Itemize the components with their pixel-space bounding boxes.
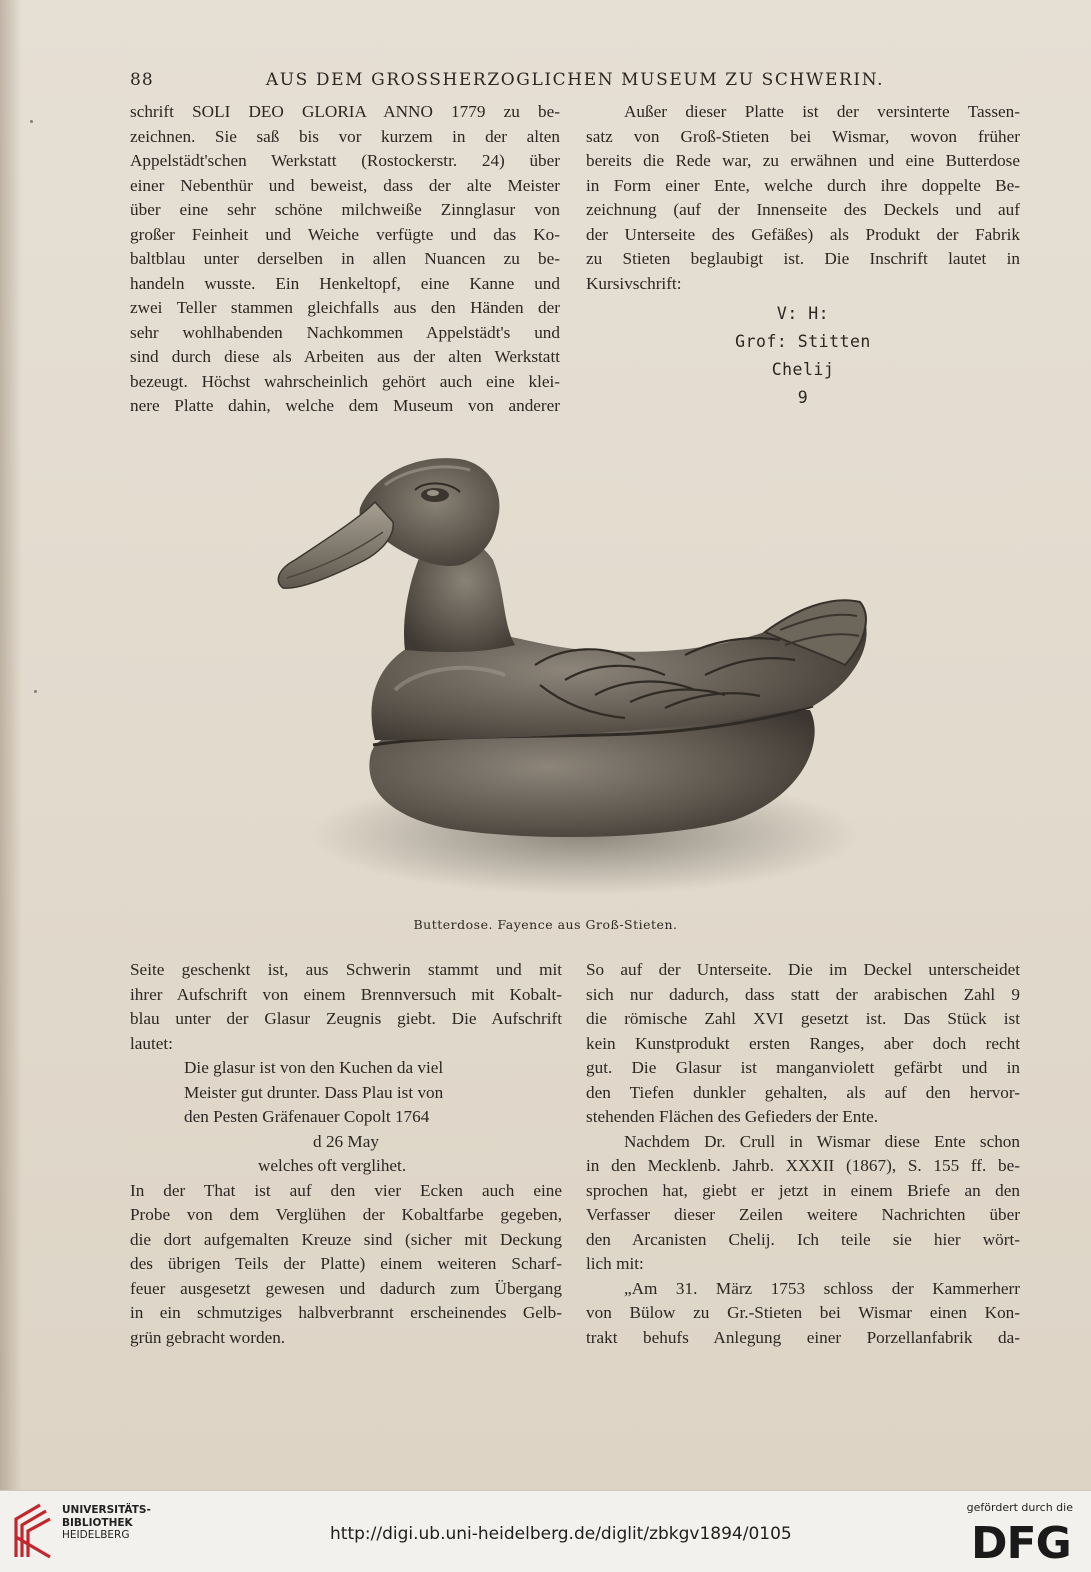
duck-illustration — [265, 440, 885, 910]
figure-caption: Butterdose. Fayence aus Groß-Stieten. — [413, 917, 678, 932]
text-line: Probe von dem Verglühen der Kobaltfarbe gegeben, — [130, 1205, 562, 1224]
text-line: lich mit: — [586, 1254, 644, 1273]
scan-speck — [34, 690, 37, 693]
page-number: 88 — [130, 70, 154, 90]
verse-line: Die glasur ist von den Kuchen da viel — [184, 1058, 444, 1077]
text-line: trakt behufs Anlegung einer Porzellanfabrik da- — [586, 1327, 1020, 1347]
text-line: satz von Groß-Stieten bei Wismar, wovon früher — [586, 126, 1020, 146]
inscription-line: V: H: — [776, 304, 830, 323]
duck-butter-dish-figure — [265, 440, 885, 910]
text-line: zu Stieten beglaubigt ist. Die Inschrift lautet in — [586, 249, 1020, 268]
text-column-bottom-right — [586, 958, 1020, 1350]
dfg-logo-icon — [971, 1518, 1075, 1562]
text-line: stehenden Flächen des Gefieders der Ente. — [586, 1107, 879, 1126]
text-line: sehr wohlhabenden Nachkommen Appelstädt's und — [130, 322, 560, 342]
text-line: grün gebracht worden. — [130, 1327, 286, 1347]
text-line: baltblau unter derselben in allen Nuancen zu be- — [130, 249, 560, 268]
text-line: Seite geschenkt ist, aus Schwerin stammt und mit — [130, 960, 562, 979]
text-column-top-right — [586, 100, 1020, 412]
library-name-line: UNIVERSITÄTS- — [62, 1504, 151, 1516]
text-line: Außer dieser Platte ist der versinterte Tassen- — [624, 102, 1020, 121]
verse-line: welches oft verglihet. — [258, 1156, 407, 1175]
text-line: einer Nebenthür und beweist, dass der alte Meister — [130, 175, 560, 195]
text-line: Verfasser dieser Zeilen weitere Nachrichten über — [586, 1205, 1020, 1224]
text-line: großer Feinheit und Weiche verfügte und das Ko- — [130, 224, 560, 244]
text-line: schrift SOLI DEO GLORIA ANNO 1779 zu be- — [130, 102, 560, 121]
text-line: bereits die Rede war, zu erwähnen und eine Butterdose — [586, 151, 1020, 170]
library-logo-icon — [10, 1501, 54, 1561]
text-line: sprochen hat, giebt er jetzt in einem Briefe an den — [586, 1180, 1020, 1200]
text-line: zwei Teller stammen gleichfalls aus den Händen der — [130, 298, 560, 317]
scan-speck — [30, 120, 33, 123]
text-line: „Am 31. März 1753 schloss der Kammerherr — [624, 1278, 1020, 1298]
text-line: des übrigen Teils der Platte) einem weiteren Scharf- — [130, 1254, 562, 1273]
text-line: In der That ist auf den vier Ecken auch eine — [130, 1180, 562, 1200]
text-column-top-left — [130, 100, 560, 419]
text-line: nere Platte dahin, welche dem Museum von anderer — [130, 396, 560, 415]
text-line: sind durch diese als Arbeiten aus der alten Werkstatt — [130, 347, 560, 366]
funded-by-label: gefördert durch die — [966, 1501, 1073, 1514]
text-line: in Form einer Ente, welche durch ihre doppelte Be- — [586, 175, 1020, 195]
quoted-inscription — [130, 1056, 562, 1179]
text-line: von Bülow zu Gr.-Stieten bei Wismar einen Kon- — [586, 1303, 1020, 1322]
text-line: So auf der Unterseite. Die im Deckel unterscheidet — [586, 960, 1020, 979]
text-line: den Arcanisten Chelij. Ich teile sie hier wört- — [586, 1229, 1020, 1249]
verse-line: Meister gut drunter. Dass Plau ist von — [184, 1082, 444, 1102]
inscription-block — [586, 300, 1020, 412]
text-line: feuer ausgesetzt gewesen und dadurch zum Übergang — [130, 1278, 562, 1298]
text-line: kein Kunstprodukt ersten Ranges, aber doch recht — [586, 1033, 1020, 1053]
verse-line: den Pesten Gräfenauer Copolt 1764 — [184, 1107, 430, 1126]
verse-line: d 26 May — [313, 1131, 379, 1151]
page-header — [130, 70, 1020, 94]
inscription-line: Grof: Stitten — [735, 332, 871, 351]
text-line: den Tiefen dunkler gehalten, als auf den hervor- — [586, 1082, 1020, 1102]
text-line: die römische Zahl XVI gesetzt ist. Das Stück ist — [586, 1009, 1020, 1028]
library-name — [62, 1504, 151, 1542]
text-line: über eine sehr schöne milchweiße Zinnglasur von — [130, 200, 560, 219]
text-line: die dort aufgemalten Kreuze sind (sicher mit Deckung — [130, 1229, 562, 1249]
inscription-line: Chelij — [771, 360, 835, 379]
text-line: ihrer Aufschrift von einem Brennversuch mit Kobalt- — [130, 984, 562, 1004]
permalink-url[interactable]: http://digi.ub.uni-heidelberg.de/diglit/zbkgv1894/0105 — [330, 1524, 792, 1544]
text-line: Kursivschrift: — [586, 273, 682, 293]
text-line: bezeugt. Höchst wahrscheinlich gehört auch eine klei- — [130, 371, 560, 391]
text-column-bottom-left — [130, 958, 562, 1350]
text-line: lautet: — [130, 1033, 173, 1053]
library-name-line: BIBLIOTHEK — [62, 1516, 133, 1529]
text-line: Nachdem Dr. Crull in Wismar diese Ente schon — [624, 1131, 1020, 1151]
inscription-line: 9 — [797, 388, 809, 407]
text-line: blau unter der Glasur Zeugnis giebt. Die Aufschrift — [130, 1009, 562, 1028]
text-line: der Unterseite des Gefäßes) als Produkt der Fabrik — [586, 224, 1020, 244]
dfg-logo-text: DFG — [971, 1518, 1071, 1562]
text-line: in ein schmutziges halbverbrannt erscheinendes Gelb- — [130, 1303, 562, 1322]
library-name-line: HEIDELBERG — [62, 1529, 130, 1541]
text-line: gut. Die Glasur ist manganviolett gefärbt und in — [586, 1058, 1020, 1077]
text-line: Appelstädt'schen Werkstatt (Rostockerstr. 24) über — [130, 151, 560, 170]
text-line: in den Mecklenb. Jahrb. XXXII (1867), S. 155 ff. be- — [586, 1156, 1020, 1175]
text-line: sich nur dadurch, dass statt der arabischen Zahl 9 — [586, 984, 1020, 1004]
text-line: handeln wusste. Ein Henkeltopf, eine Kanne und — [130, 273, 560, 293]
running-title: AUS DEM GROSSHERZOGLICHEN MUSEUM ZU SCHWERIN. — [265, 70, 885, 90]
text-line: zeichnung (auf der Innenseite des Deckels und auf — [586, 200, 1020, 219]
text-line: zeichnen. Sie saß bis vor kurzem in der alten — [130, 126, 560, 146]
viewer-footer — [0, 1490, 1091, 1572]
